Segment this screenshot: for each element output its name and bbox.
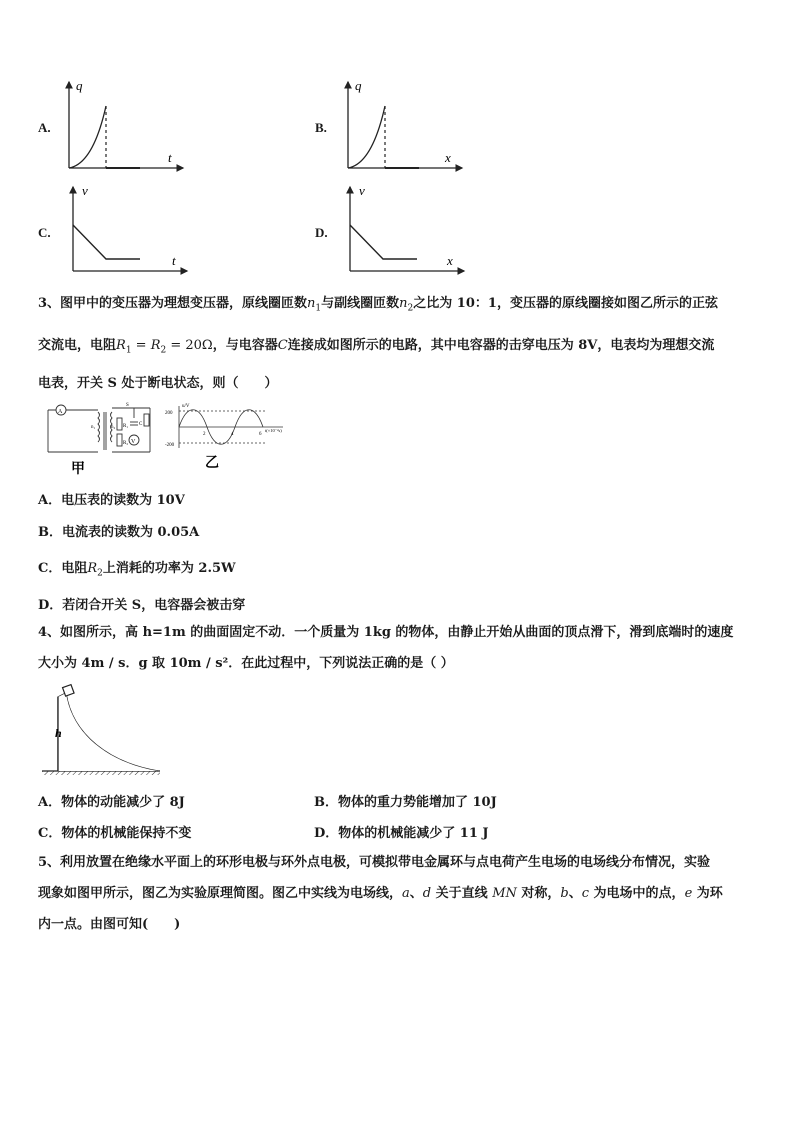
q4-stem-line1: 4、如图所示，高 h=1m 的曲面固定不动．一个质量为 1kg 的物体，由静止开始从曲面的顶点滑下，滑到底端时的速度 bbox=[38, 625, 734, 640]
axis-label-y: q bbox=[355, 78, 362, 93]
axis-label-x: t bbox=[168, 150, 172, 165]
q3-stem-line3: 电表，开关 S 处于断电状态，则（ ） bbox=[38, 376, 278, 391]
circuit-diagram bbox=[38, 400, 158, 475]
q4-option-b[interactable]: B．物体的重力势能增加了 10J bbox=[314, 795, 497, 810]
option-b-label: B. bbox=[315, 120, 327, 135]
coil2-symbol: n₂ bbox=[111, 425, 116, 430]
ac-waveform-graph bbox=[165, 402, 290, 474]
height-label-h: h bbox=[55, 726, 62, 740]
figure-caption-jia: 甲 bbox=[71, 462, 85, 475]
q3-option-d[interactable]: D．若闭合开关 S，电容器会被击穿 bbox=[38, 598, 246, 613]
wave-x-unit: t(×10⁻²s) bbox=[265, 428, 282, 433]
q4-stem-line2: 大小为 4m / s．g 取 10m / s²．在此过程中，下列说法正确的是（ ） bbox=[38, 656, 454, 671]
wave-y-top: 200 bbox=[165, 411, 173, 416]
graph-q-vs-t bbox=[58, 76, 188, 176]
wave-x-tick: 2 bbox=[203, 432, 206, 437]
curved-ramp-figure bbox=[40, 683, 165, 778]
ammeter-symbol: A bbox=[58, 409, 63, 415]
graph-q-vs-x bbox=[337, 76, 467, 176]
coil1-symbol: n₁ bbox=[91, 425, 96, 430]
axis-label-y: q bbox=[76, 78, 83, 93]
figure-caption-yi: 乙 bbox=[205, 456, 219, 471]
q4-option-a[interactable]: A．物体的动能减少了 8J bbox=[38, 795, 185, 810]
q4-option-d[interactable]: D．物体的机械能减少了 11 J bbox=[314, 826, 489, 841]
graph-v-vs-t bbox=[62, 183, 192, 278]
capacitor-symbol: C bbox=[139, 422, 143, 427]
q5-stem-line2: 现象如图甲所示，图乙为实验原理简图。图乙中实线为电场线，a、d 关于直线 MN 对称，b、c 为电场中的点，e 为环 bbox=[38, 886, 723, 901]
option-a-label: A. bbox=[38, 120, 51, 135]
q4-option-c[interactable]: C．物体的机械能保持不变 bbox=[38, 826, 192, 841]
q3-option-a[interactable]: A．电压表的读数为 10V bbox=[38, 493, 185, 508]
wave-y-unit: u/V bbox=[182, 404, 190, 409]
voltmeter-symbol: V bbox=[131, 439, 136, 445]
q3-option-b[interactable]: B．电流表的读数为 0.05A bbox=[38, 525, 200, 540]
wave-y-bottom: -200 bbox=[165, 443, 175, 448]
q3-stem-line2: 交流电，电阻$R_1 = R_2 = 20\Omega$，与电容器C连接成如图所示的电路，其中电容器的击穿电压为 8V，电表均为理想交流 bbox=[38, 338, 715, 356]
option-d-label: D. bbox=[315, 225, 328, 240]
q5-stem-line3: 内一点。由图可知( ) bbox=[38, 917, 181, 932]
wave-x-tick: 6 bbox=[259, 432, 262, 437]
q3-option-c[interactable]: C．电阻$R_2$上消耗的功率为 2.5W bbox=[38, 561, 236, 579]
switch-symbol: S bbox=[126, 403, 129, 408]
axis-label-x: t bbox=[172, 253, 176, 268]
axis-label-y: v bbox=[82, 183, 88, 198]
graph-v-vs-x bbox=[339, 183, 469, 278]
r1-symbol: R₁ bbox=[123, 424, 129, 429]
wave-x-tick: 4 bbox=[231, 432, 234, 437]
option-c-label: C. bbox=[38, 225, 51, 240]
r2-symbol: R₂ bbox=[123, 441, 129, 446]
axis-label-x: x bbox=[445, 150, 451, 165]
axis-label-y: v bbox=[359, 183, 365, 198]
q5-stem-line1: 5、利用放置在绝缘水平面上的环形电极与环外点电极，可模拟带电金属环与点电荷产生电场的电场线分布情况，实验 bbox=[38, 855, 711, 870]
q3-stem-line1: 3、图甲中的变压器为理想变压器，原线圈匝数$n_1$与副线圈匝数$n_2$之比为 10：1，变压器的原线圈接如图乙所示的正弦 bbox=[38, 296, 718, 314]
axis-label-x: x bbox=[447, 253, 453, 268]
